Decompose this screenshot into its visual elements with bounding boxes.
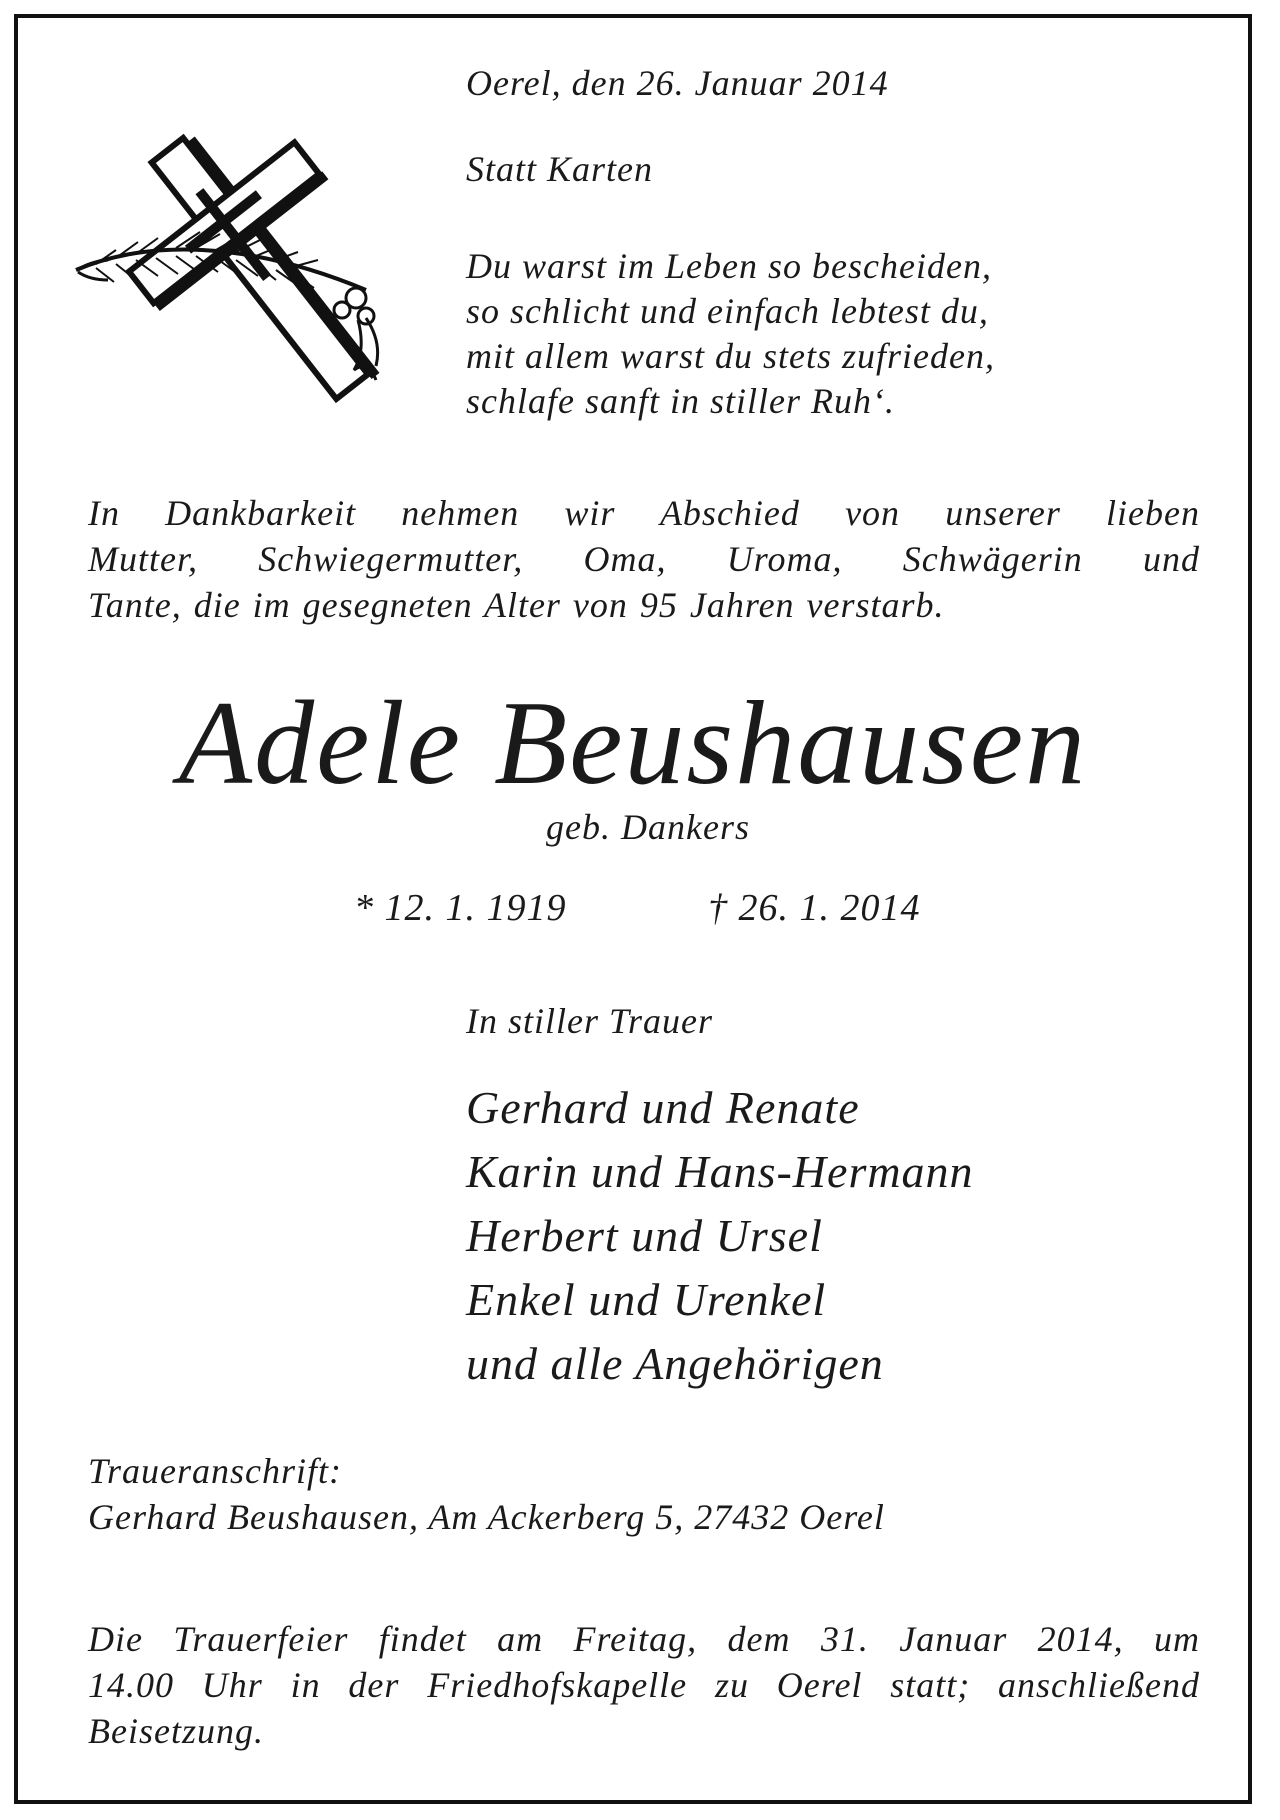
service-line: Die Trauerfeier findet am Freitag, dem 31. Januar 2014, um [88,1619,1200,1659]
service-line: 14.00 Uhr in der Friedhofskapelle zu Oerel statt; anschließend [88,1665,1200,1705]
mourning-label: In stiller Trauer [466,1001,714,1041]
mourner-line: Gerhard und Renate [466,1082,860,1133]
mourner-line: Herbert und Ursel [466,1210,823,1261]
intro-line: In Dankbarkeit nehmen wir Abschied von unserer lieben [88,493,1200,533]
intro-line: Mutter, Schwiegermutter, Oma, Uroma, Schwägerin und [88,539,1200,579]
statt-karten: Statt Karten [466,149,654,189]
mourners-list [466,1076,974,1396]
address-value: Gerhard Beushausen, Am Ackerberg 5, 27432 Oerel [88,1497,885,1537]
poem-line: so schlicht und einfach lebtest du, [466,291,989,331]
mourner-line: Enkel und Urenkel [466,1274,827,1325]
intro-paragraph [88,490,1200,628]
birth-date: * 12. 1. 1919 [354,887,567,929]
service-paragraph [88,1616,1200,1754]
maiden-name: geb. Dankers [546,807,750,847]
address-label: Traueranschrift: [88,1451,343,1491]
poem [466,244,995,424]
poem-line: schlafe sanft in stiller Ruh‘. [466,381,895,421]
poem-line: Du warst im Leben so bescheiden, [466,246,992,286]
date-line: Oerel, den 26. Januar 2014 [466,63,889,103]
service-line: Beisetzung. [88,1711,264,1751]
poem-line: mit allem warst du stets zufrieden, [466,336,995,376]
deceased-name: Adele Beushausen [178,676,1088,809]
obituary-notice [14,14,1252,1804]
cross-with-palm-branch-icon [66,130,444,410]
mourner-line: und alle Angehörigen [466,1338,884,1389]
death-date: † 26. 1. 2014 [708,887,921,929]
intro-line: Tante, die im gesegneten Alter von 95 Jahren verstarb. [88,585,945,625]
mourner-line: Karin und Hans-Hermann [466,1146,974,1197]
